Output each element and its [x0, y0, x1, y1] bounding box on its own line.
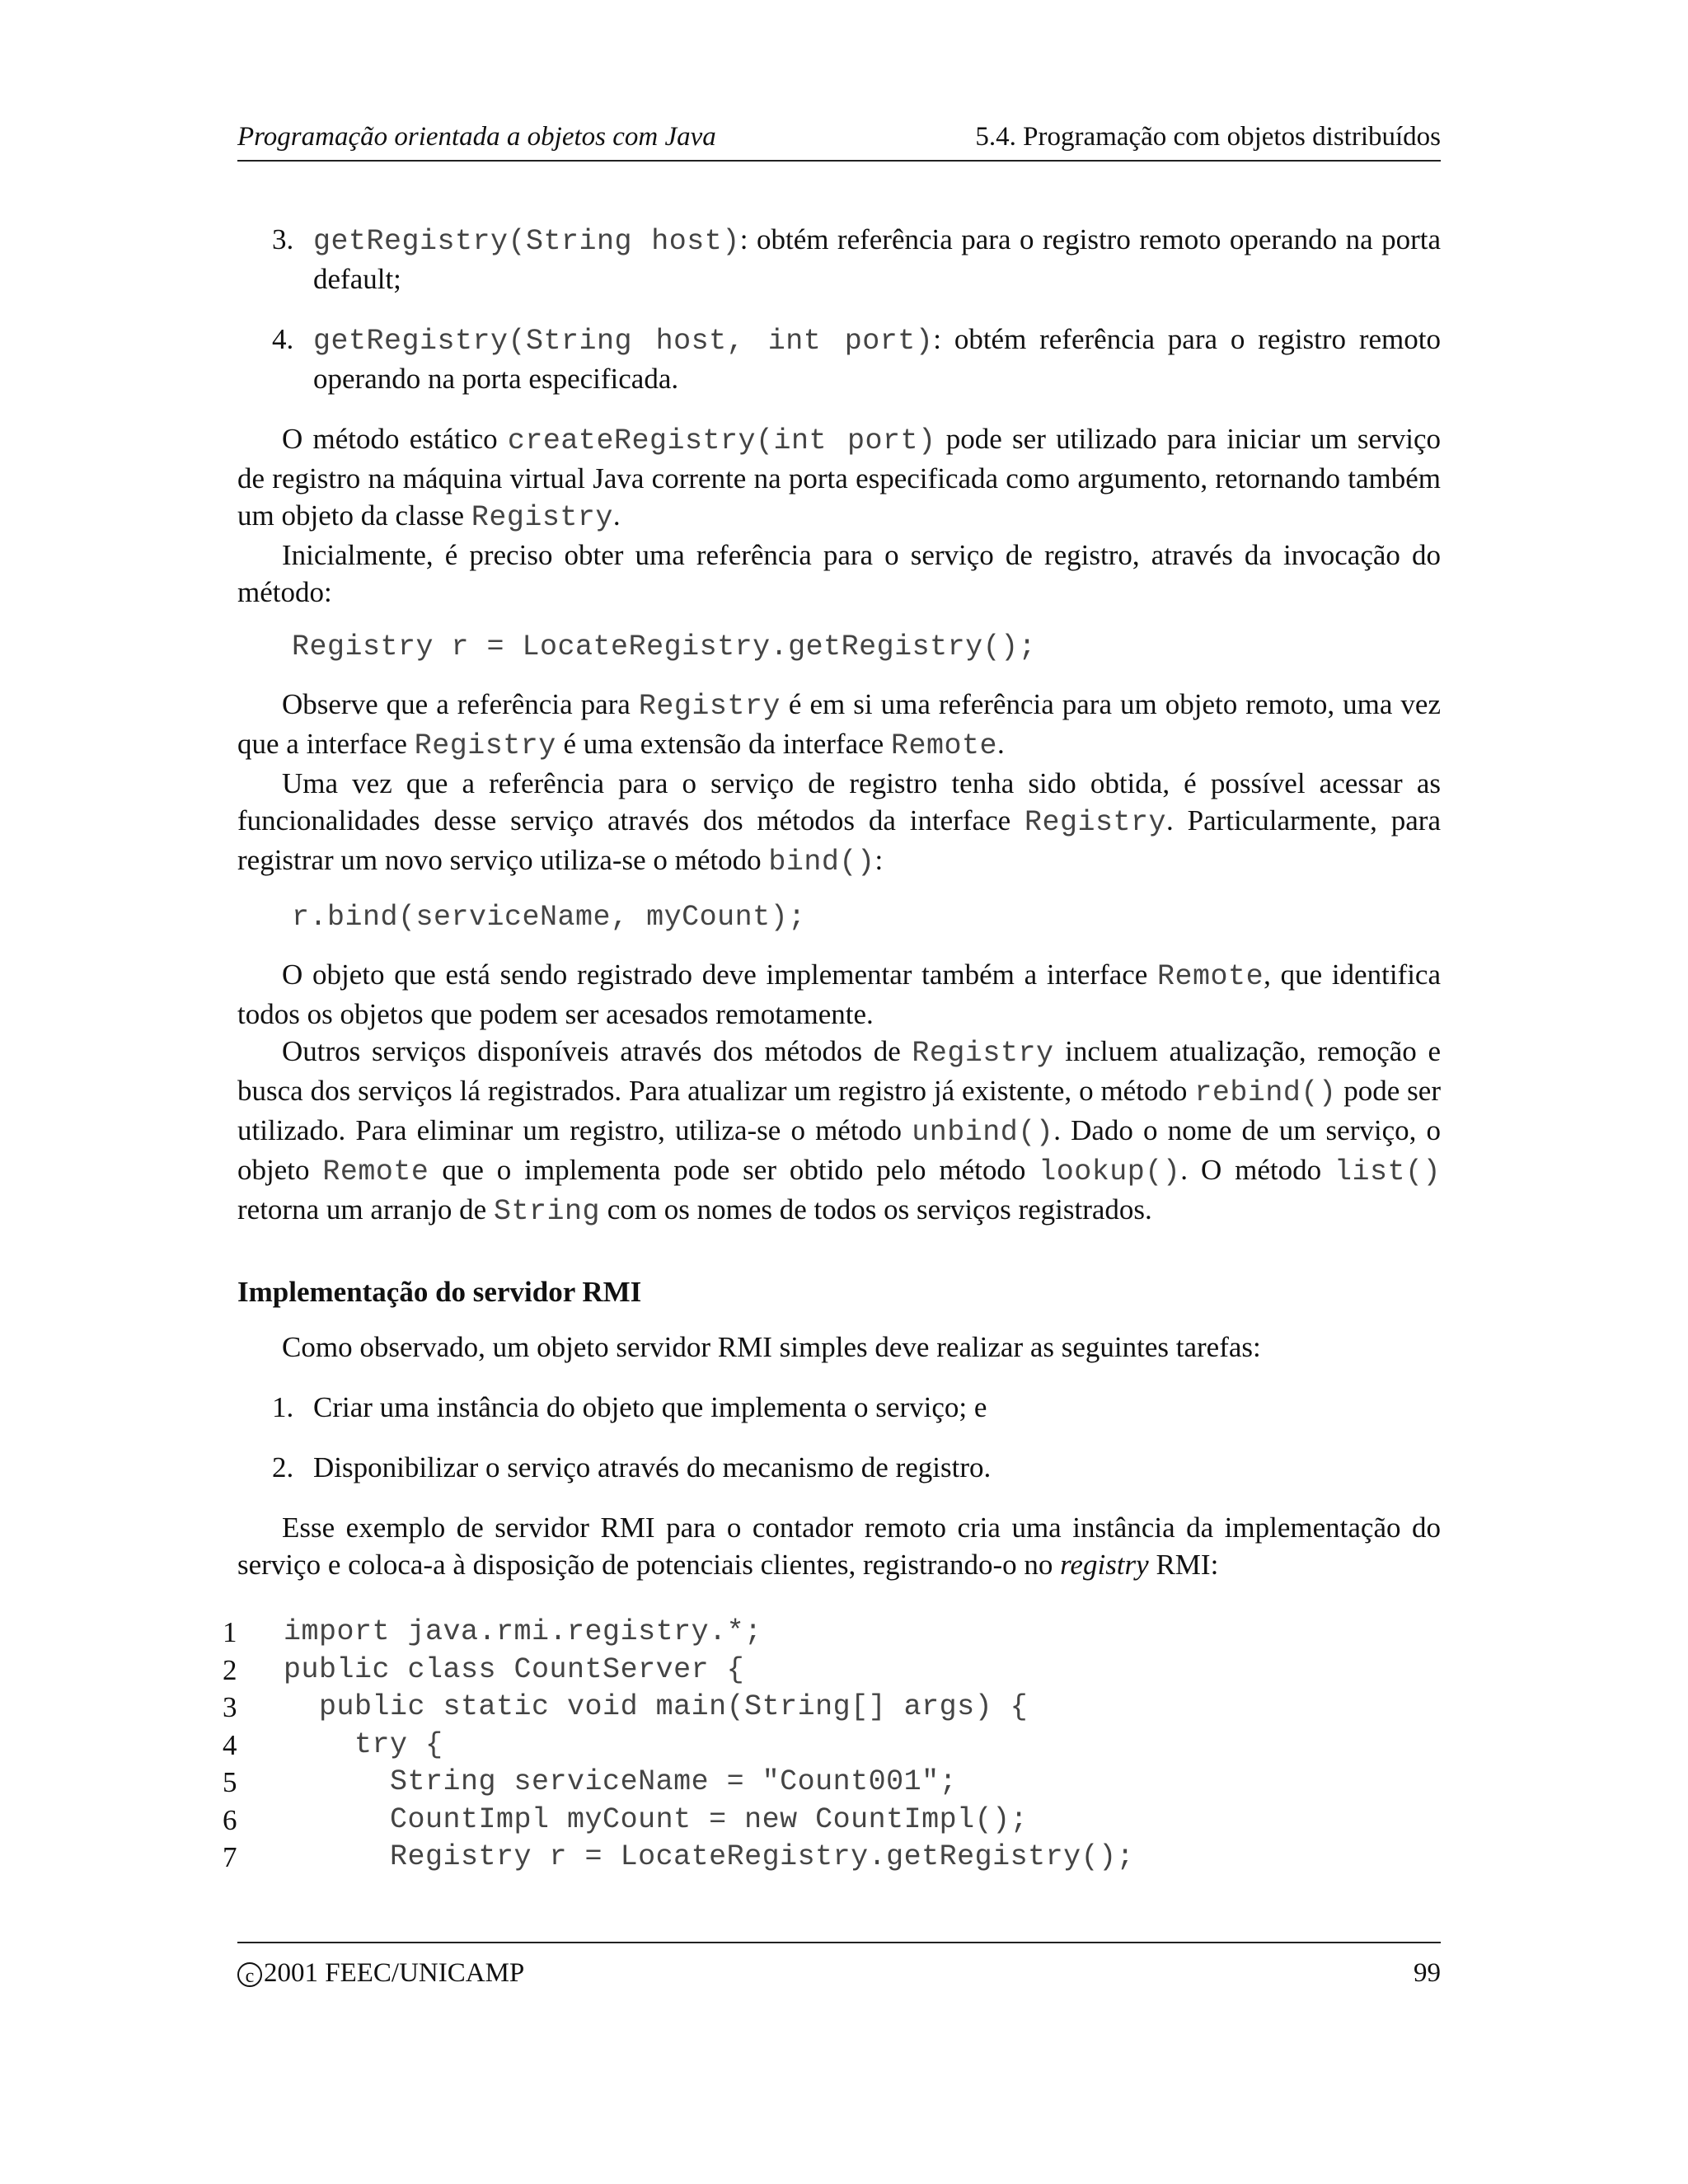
text-run: Outros serviços disponíveis através dos métodos de [282, 1035, 912, 1067]
method-code: getRegistry(String host) [313, 225, 740, 258]
inline-code: String [493, 1195, 600, 1228]
text-run: é uma extensão da interface [556, 728, 891, 760]
paragraph [237, 1033, 1441, 1230]
header-book-title: Programação orientada a objetos com Java [237, 122, 716, 152]
text-run: retorna um arranjo de [237, 1193, 494, 1226]
code-snippet: Registry r = LocateRegistry.getRegistry(); [292, 630, 1037, 663]
line-code: public static void main(String[] args) { [284, 1690, 1029, 1723]
paragraph [237, 1509, 1441, 1583]
inline-code: Remote [890, 729, 997, 762]
paragraph [237, 686, 1441, 765]
list-item [237, 221, 1441, 298]
header-section-title: 5.4. Programação com objetos distribuídos [975, 122, 1441, 152]
text-run: pode ser utilizado. Para eliminar um registro, utiliza-se o método [237, 1075, 1441, 1146]
line-code: Registry r = LocateRegistry.getRegistry(); [284, 1840, 1135, 1873]
line-number: 4 [223, 1728, 237, 1761]
text-run: pode ser utilizado para iniciar um serviço de registro na máquina virtual Java corrente na porta especificada como argumento, retornando também um objeto da classe [237, 423, 1442, 532]
text-run: : [874, 844, 884, 876]
running-header [237, 122, 1441, 162]
listing-line [223, 1764, 1442, 1802]
listing-line [223, 1652, 1442, 1690]
line-code: String serviceName = "Count001"; [284, 1765, 958, 1798]
text-run: Observe que a referência para [282, 688, 639, 720]
text-run: . [612, 499, 621, 532]
line-code: public class CountServer { [284, 1652, 745, 1686]
text-run: . Particularmente, para registrar um novo serviço utiliza-se o método [237, 804, 1441, 876]
text-run: RMI: [1148, 1549, 1219, 1581]
inline-code: lookup() [1039, 1155, 1181, 1188]
inline-code: Registry [638, 690, 781, 723]
line-code: CountImpl myCount = new CountImpl(); [284, 1802, 1029, 1836]
footer-copyright [237, 1958, 524, 1989]
list-number: 3. [272, 223, 294, 255]
list-text: Disponibilizar o serviço através do mecanismo de registro. [313, 1451, 992, 1483]
copyright-icon: c [237, 1962, 262, 1987]
line-code: try { [284, 1727, 443, 1761]
line-number: 6 [223, 1803, 237, 1836]
method-code: getRegistry(String host, int port) [313, 325, 934, 358]
text-run: O objeto que está sendo registrado deve implementar também a interface [282, 958, 1158, 991]
list-text: : obtém referência para o registro remoto operando na porta especificada. [313, 323, 1441, 395]
inline-code: list() [1334, 1155, 1442, 1188]
inline-code: Remote [322, 1155, 429, 1188]
text-run: que o implementa pode ser obtido pelo método [429, 1154, 1039, 1186]
line-code: import java.rmi.registry.*; [284, 1615, 762, 1648]
emphasis: registry [1060, 1549, 1149, 1581]
page-number: 99 [1414, 1958, 1441, 1988]
footer-text: 2001 FEEC/UNICAMP [264, 1958, 525, 1988]
text-run: , que identifica todos os objetos que podem ser acesados remotamente. [237, 958, 1441, 1030]
listing-line [223, 1802, 1442, 1840]
line-number: 2 [223, 1653, 237, 1686]
inline-code: unbind() [912, 1116, 1054, 1149]
inline-code: Registry [471, 501, 613, 534]
listing-line [223, 1614, 1442, 1652]
list-item [237, 321, 1441, 397]
text-run: é em si uma referência para um objeto remoto, uma vez que a interface [237, 688, 1441, 760]
text-run: O método estático [282, 423, 508, 455]
text-run: incluem atualização, remoção e busca dos serviços lá registrados. Para atualizar um registro já existente, o método [237, 1035, 1441, 1107]
listing-line [223, 1839, 1442, 1877]
inline-code: rebind() [1194, 1076, 1337, 1109]
page-body [237, 221, 1441, 1583]
inline-code: Registry [414, 729, 556, 762]
text-run: . [996, 728, 1005, 760]
text-run: com os nomes de todos os serviços registrados. [600, 1193, 1152, 1226]
paragraph [237, 420, 1441, 537]
code-snippet: r.bind(serviceName, myCount); [292, 901, 806, 934]
page-footer [237, 1942, 1441, 1993]
list-number: 1. [272, 1391, 294, 1423]
section-heading: Implementação do servidor RMI [237, 1276, 642, 1308]
list-item [237, 1389, 1441, 1426]
inline-code: createRegistry(int port) [507, 424, 936, 457]
paragraph: Inicialmente, é preciso obter uma referência para o serviço de registro, através da invocação do método: [237, 539, 1441, 608]
list-number: 4. [272, 323, 294, 355]
list-text: Criar uma instância do objeto que implementa o serviço; e [313, 1391, 987, 1423]
text-run: . Dado o nome de um serviço, o objeto [237, 1114, 1441, 1186]
text-run: . O método [1180, 1154, 1334, 1186]
listing-line [223, 1689, 1442, 1727]
paragraph [237, 956, 1441, 1033]
inline-code: Registry [912, 1037, 1054, 1070]
line-number: 5 [223, 1766, 237, 1798]
line-number: 7 [223, 1841, 237, 1873]
inline-code: Remote [1157, 960, 1264, 993]
code-listing [223, 1614, 1442, 1877]
text-run: Uma vez que a referência para o serviço de registro tenha sido obtida, é possível acessar as funcionalidades desse serviço através dos métodos da interface [237, 767, 1441, 837]
list-text: : obtém referência para o registro remoto operando na porta default; [313, 223, 1441, 295]
paragraph: Como observado, um objeto servidor RMI simples deve realizar as seguintes tarefas: [282, 1331, 1261, 1363]
list-number: 2. [272, 1451, 294, 1483]
listing-line [223, 1727, 1442, 1765]
list-item [237, 1449, 1441, 1486]
line-number: 1 [223, 1616, 237, 1648]
line-number: 3 [223, 1691, 237, 1723]
paragraph [237, 765, 1441, 881]
inline-code: bind() [768, 846, 875, 879]
inline-code: Registry [1024, 806, 1167, 839]
text-run: Esse exemplo de servidor RMI para o contador remoto cria uma instância da implementação do serviço e coloca-a à disposição de potenciais clientes, registrando-o no [237, 1511, 1441, 1581]
